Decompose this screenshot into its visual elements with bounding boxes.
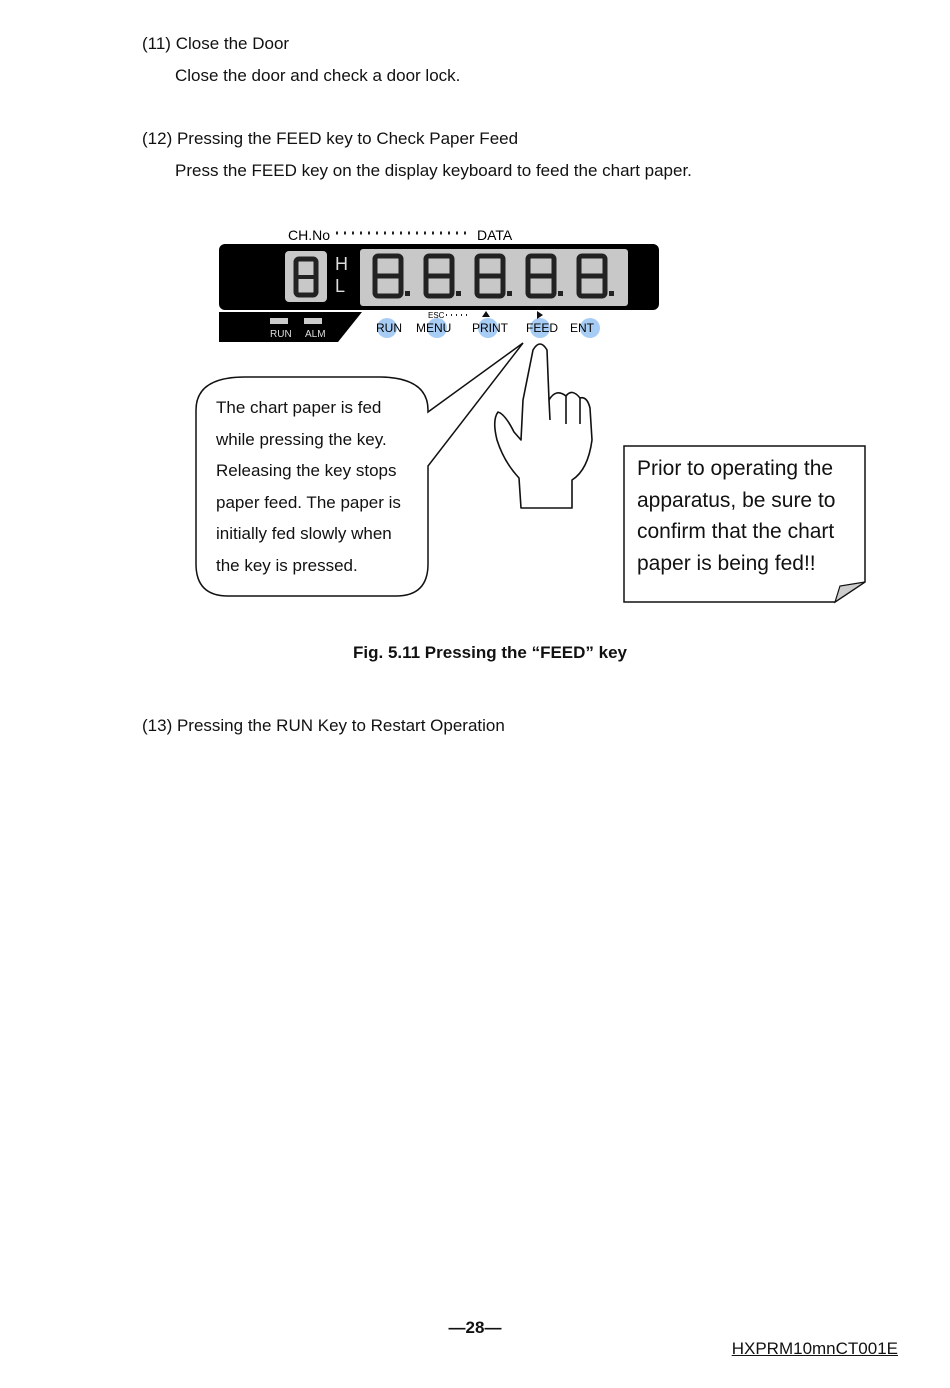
keypad: [376, 318, 600, 338]
key-ent-label: ENT: [570, 321, 594, 335]
section-13-heading: (13) Pressing the RUN Key to Restart Operation: [142, 716, 505, 735]
note-line: confirm that the chart: [637, 520, 835, 543]
run-led-label: RUN: [270, 329, 292, 340]
note-line: paper is being fed!!: [637, 551, 816, 575]
bubble-text: [216, 392, 401, 581]
note-line: Prior to operating the: [637, 457, 834, 480]
page-number: —28—: [448, 1318, 502, 1337]
run-led: [270, 318, 288, 324]
chno-label: CH.No: [288, 227, 331, 243]
note-line: apparatus, be sure to: [637, 488, 836, 512]
bubble-line: while pressing the key.: [216, 429, 387, 449]
note-text: [637, 453, 835, 579]
pointing-hand-icon: [495, 344, 592, 508]
h-indicator: H: [335, 254, 348, 274]
esc-label: ESC: [428, 311, 445, 320]
document-code: HXPRM10mnCT001E: [731, 1339, 898, 1358]
section-11-heading: (11) Close the Door: [142, 34, 290, 53]
bubble-line: the key is pressed.: [216, 555, 358, 575]
bubble-line: The chart paper is fed: [216, 398, 382, 417]
bubble-line: Releasing the key stops: [216, 461, 397, 480]
alm-led: [304, 318, 322, 324]
section-11-body: Close the door and check a door lock.: [175, 66, 461, 85]
section-12-body: Press the FEED key on the display keyboard to feed the chart paper.: [175, 161, 692, 180]
key-print-label: PRINT: [472, 321, 508, 335]
key-menu-label: MENU: [416, 321, 452, 335]
up-arrow-icon: [482, 311, 490, 317]
figure-caption: Fig. 5.11 Pressing the “FEED” key: [353, 643, 627, 662]
l-indicator: L: [335, 276, 346, 296]
section-12-heading: (12) Pressing the FEED key to Check Paper Feed: [142, 129, 519, 148]
right-arrow-icon: [537, 311, 543, 319]
data-label: DATA: [477, 227, 513, 243]
key-feed-label: FEED: [526, 321, 559, 335]
alm-led-label: ALM: [305, 329, 326, 340]
bubble-line: initially fed slowly when: [216, 524, 392, 543]
key-run-label: RUN: [376, 321, 402, 335]
bubble-line: paper feed. The paper is: [216, 492, 401, 512]
